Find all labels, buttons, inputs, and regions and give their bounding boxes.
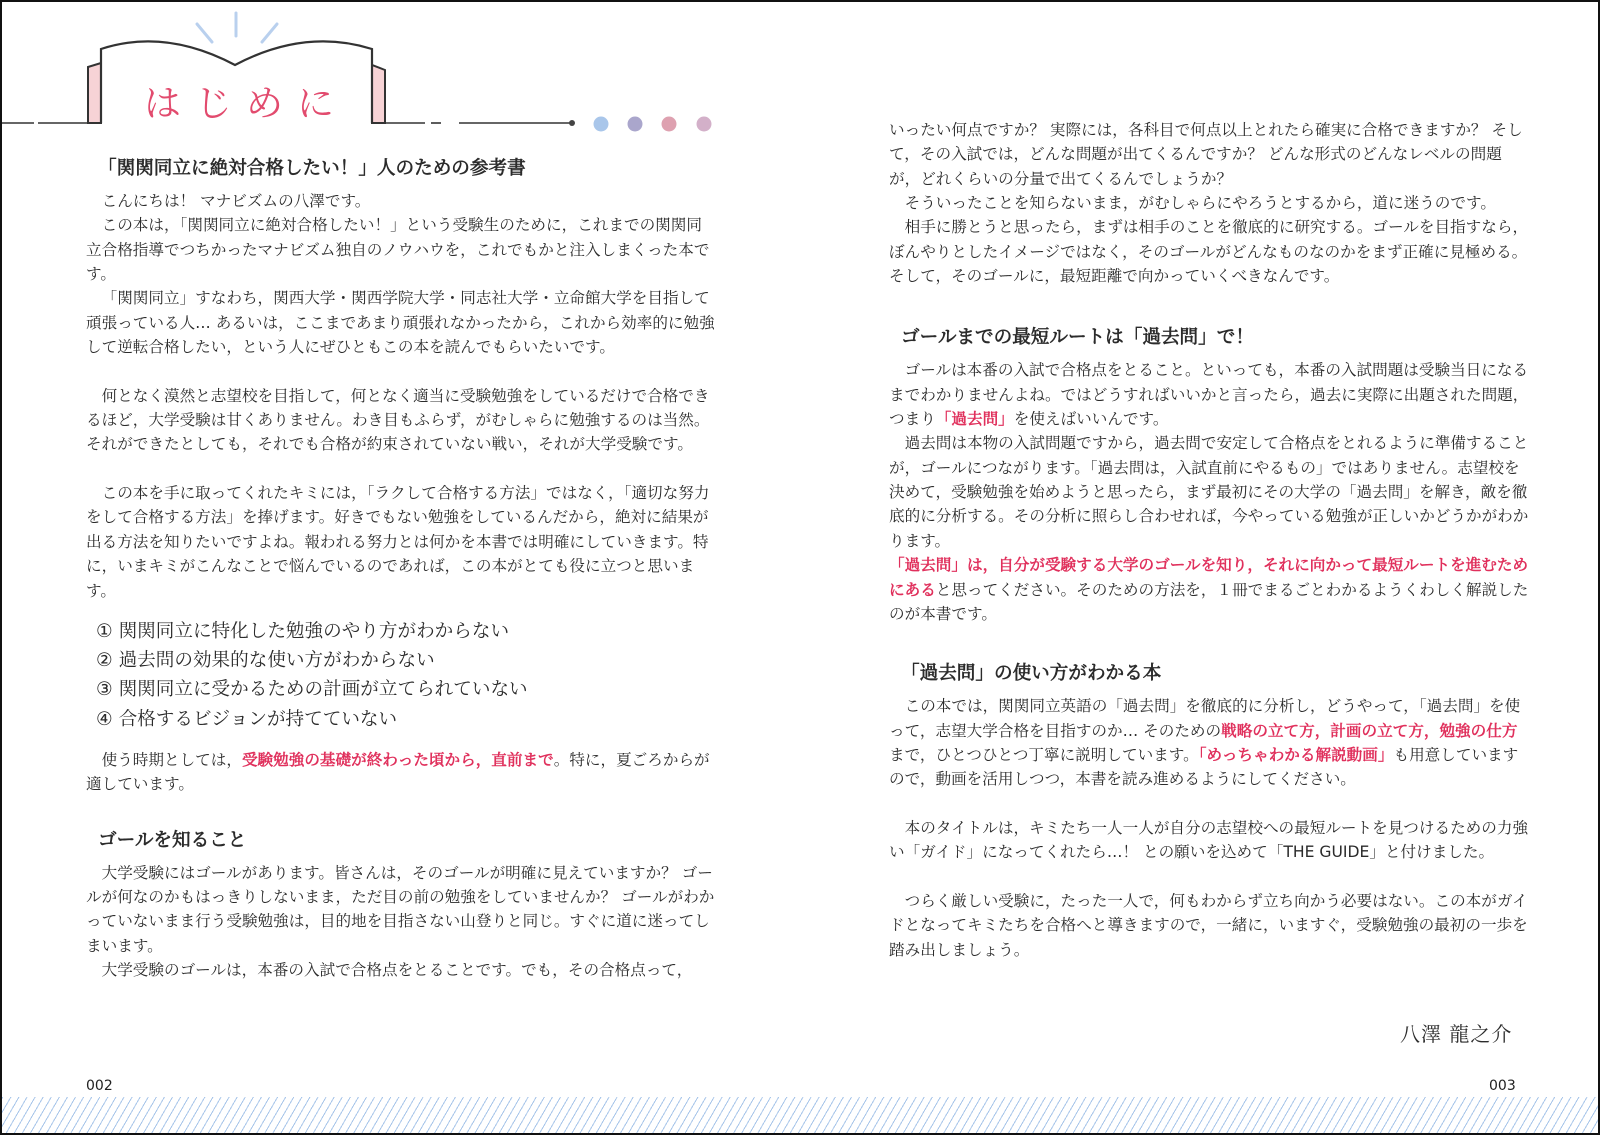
worry-list bbox=[96, 617, 716, 734]
paragraph bbox=[889, 694, 1529, 791]
list-item: ② 過去問の効果的な使い方がわからない bbox=[96, 650, 435, 672]
right-page-column bbox=[889, 118, 1529, 962]
paragraph: 過去問は本物の入試問題ですから，過去問で安定して合格点をとれるように準備することが，ゴールにつながります。「過去問は，入試直前にやるもの」ではありません。志望校を決めて，受験勉強を始めようと思ったら，まず最初にその大学の「過去問」を解き，敵を徹底的に分析する。その分析に照らし合わせれば，今やっている勉強が正しいかどうかがわかります。 bbox=[889, 434, 1529, 550]
list-item: ① 関関同立に特化した勉強のやり方がわからない bbox=[96, 620, 510, 642]
text: この本では，関関同立英語の「過去問」を徹底的に分析し，どうやって，「過去問」を使って，志望大学合格を目指すのか… そのための bbox=[889, 697, 1521, 740]
highlight-text: 「めっちゃわかる解説動画」 bbox=[1198, 745, 1394, 764]
paragraph: 本のタイトルは，キミたち一人一人が自分の志望校への最短ルートを見つけるための力強い「ガイド」になってくれたら…！ との願いを込めて「THE GUIDE」と付けました。 bbox=[889, 818, 1529, 862]
section-heading: 「過去問」の使い方がわかる本 bbox=[889, 660, 1175, 688]
paragraph: そういったことを知らないまま，がむしゃらにやろうとするから，道に迷うのです。 bbox=[904, 194, 1496, 213]
page-title: はじめに bbox=[144, 82, 348, 125]
paragraph: つらく厳しい受験に，たった一人で，何もわからず立ち向かう必要はない。この本がガイドとなってキミたちを合格へと導きますので，一緒に，いますぐ，受験勉強の最初の一歩を踏み出しましょう。 bbox=[889, 891, 1528, 959]
page-number-left: 002 bbox=[86, 1078, 113, 1094]
paragraph: いったい何点ですか？ 実際には，各科目で何点以上とれたら確実に合格できますか？ そして，その入試では，どんな問題が出てくるんですか？ どんな形式のどんなレベルの問題が，どれくらいの分量で出てくるんでしょうか？ bbox=[889, 121, 1523, 188]
paragraph: 大学受験のゴールは，本番の入試で合格点をとることです。でも，その合格点って， bbox=[101, 961, 693, 980]
text: と思ってください。そのための方法を，１冊でまるごとわかるようくわしく解説したのが本書です。 bbox=[889, 580, 1529, 623]
text: 使う時期としては， bbox=[101, 751, 242, 770]
author-signature: 八澤 龍之介 bbox=[1400, 1022, 1513, 1046]
paragraph bbox=[889, 358, 1529, 431]
list-item: ④ 合格するビジョンが持てていない bbox=[96, 708, 398, 730]
highlight-text: 受験勉強の基礎が終わった頃から，直前まで bbox=[241, 751, 554, 770]
text: ゴールは本番の入試で合格点をとること。といっても，本番の入試問題は受験当日になるまでわかりませんよね。ではどうすればいいかと言ったら，過去に実際に出題された問題，つまり bbox=[889, 361, 1529, 429]
timing-paragraph bbox=[86, 748, 716, 797]
section-heading: ゴールまでの最短ルートは「過去問」で！ bbox=[889, 324, 1268, 352]
page-number-right: 003 bbox=[1489, 1078, 1516, 1094]
paragraph bbox=[889, 553, 1529, 626]
paragraph: 相手に勝とうと思ったら，まずは相手のことを徹底的に研究する。ゴールを目指すなら，ぼんやりとしたイメージではなく，そのゴールがどんなものなのかをまず正確に見極める。そして，そのゴールに，最短距離で向かっていくべきなんです。 bbox=[889, 218, 1529, 286]
left-page-column bbox=[86, 155, 716, 982]
section-heading: ゴールを知ること bbox=[86, 827, 260, 855]
text: も用意していますので，動画を活用しつつ，本書を読み進めるようにしてください。 bbox=[889, 745, 1519, 789]
paragraph: 大学受験にはゴールがあります。皆さんは，そのゴールが明確に見えていますか？ ゴールが何なのかもはっきりしないまま，ただ目の前の勉強をしていませんか？ ゴールがわかっていないまま行う受験勉強は，目的地を目指さない山登りと同じ。すぐに道に迷ってしまいます。 bbox=[86, 863, 715, 955]
open-book-title-icon bbox=[0, 0, 760, 140]
paragraph: 何となく漠然と志望校を目指して，何となく適当に受験勉強をしているだけで合格できるほど，大学受験は甘くありません。わき目もふらず，がむしゃらに勉強するのは当然。それができたとしても，それでも合格が約束されていない戦い，それが大学受験です。 bbox=[86, 386, 710, 454]
highlight-text: 戦略の立て方，計画の立て方，勉強の仕方 bbox=[1221, 721, 1518, 740]
paragraph: 「関関同立」すなわち，関西大学・関西学院大学・同志社大学・立命館大学を目指して頑張っている人… あるいは，ここまであまり頑張れなかったから，これから効率的に勉強して逆転合格したい，という人にぜひともこの本を読んでもらいたいです。 bbox=[86, 289, 715, 357]
paragraph: この本は，「関関同立に絶対合格したい！」という受験生のために，これまでの関関同立合格指導でつちかったマナビズム独自のノウハウを，これでもかと注入しまくった本です。 bbox=[86, 216, 710, 284]
highlight-text: 「過去問」は，自分が受験する大学のゴールを知り，それに向かって最短ルートを進むためにある bbox=[889, 556, 1529, 599]
text: まで，ひとつひとつ丁寧に説明しています。 bbox=[889, 745, 1199, 764]
highlight-text: 「過去問」 bbox=[935, 410, 1014, 429]
section-heading: 「関関同立に絶対合格したい！」人のための参考書 bbox=[86, 155, 540, 183]
footer-hatch-band bbox=[2, 1097, 1598, 1133]
text: を使えばいいんです。 bbox=[1013, 410, 1169, 429]
paragraph: こんにちは！ マナビズムの八澤です。 bbox=[101, 192, 371, 210]
text: 。特に，夏ごろからが適しています。 bbox=[86, 751, 710, 794]
paragraph: この本を手に取ってくれたキミには，「ラクして合格する方法」ではなく，「適切な努力をして合格する方法」を捧げます。好きでもない勉強をしているんだから，絶対に結果が出る方法を知りたいですよね。報われる努力とは何かを本書では明確にしていきます。特に，いまキミがこんなことで悩んでいるのであれば，この本がとても役に立つと思います。 bbox=[86, 484, 710, 600]
list-item: ③ 関関同立に受かるための計画が立てられていない bbox=[96, 679, 528, 701]
